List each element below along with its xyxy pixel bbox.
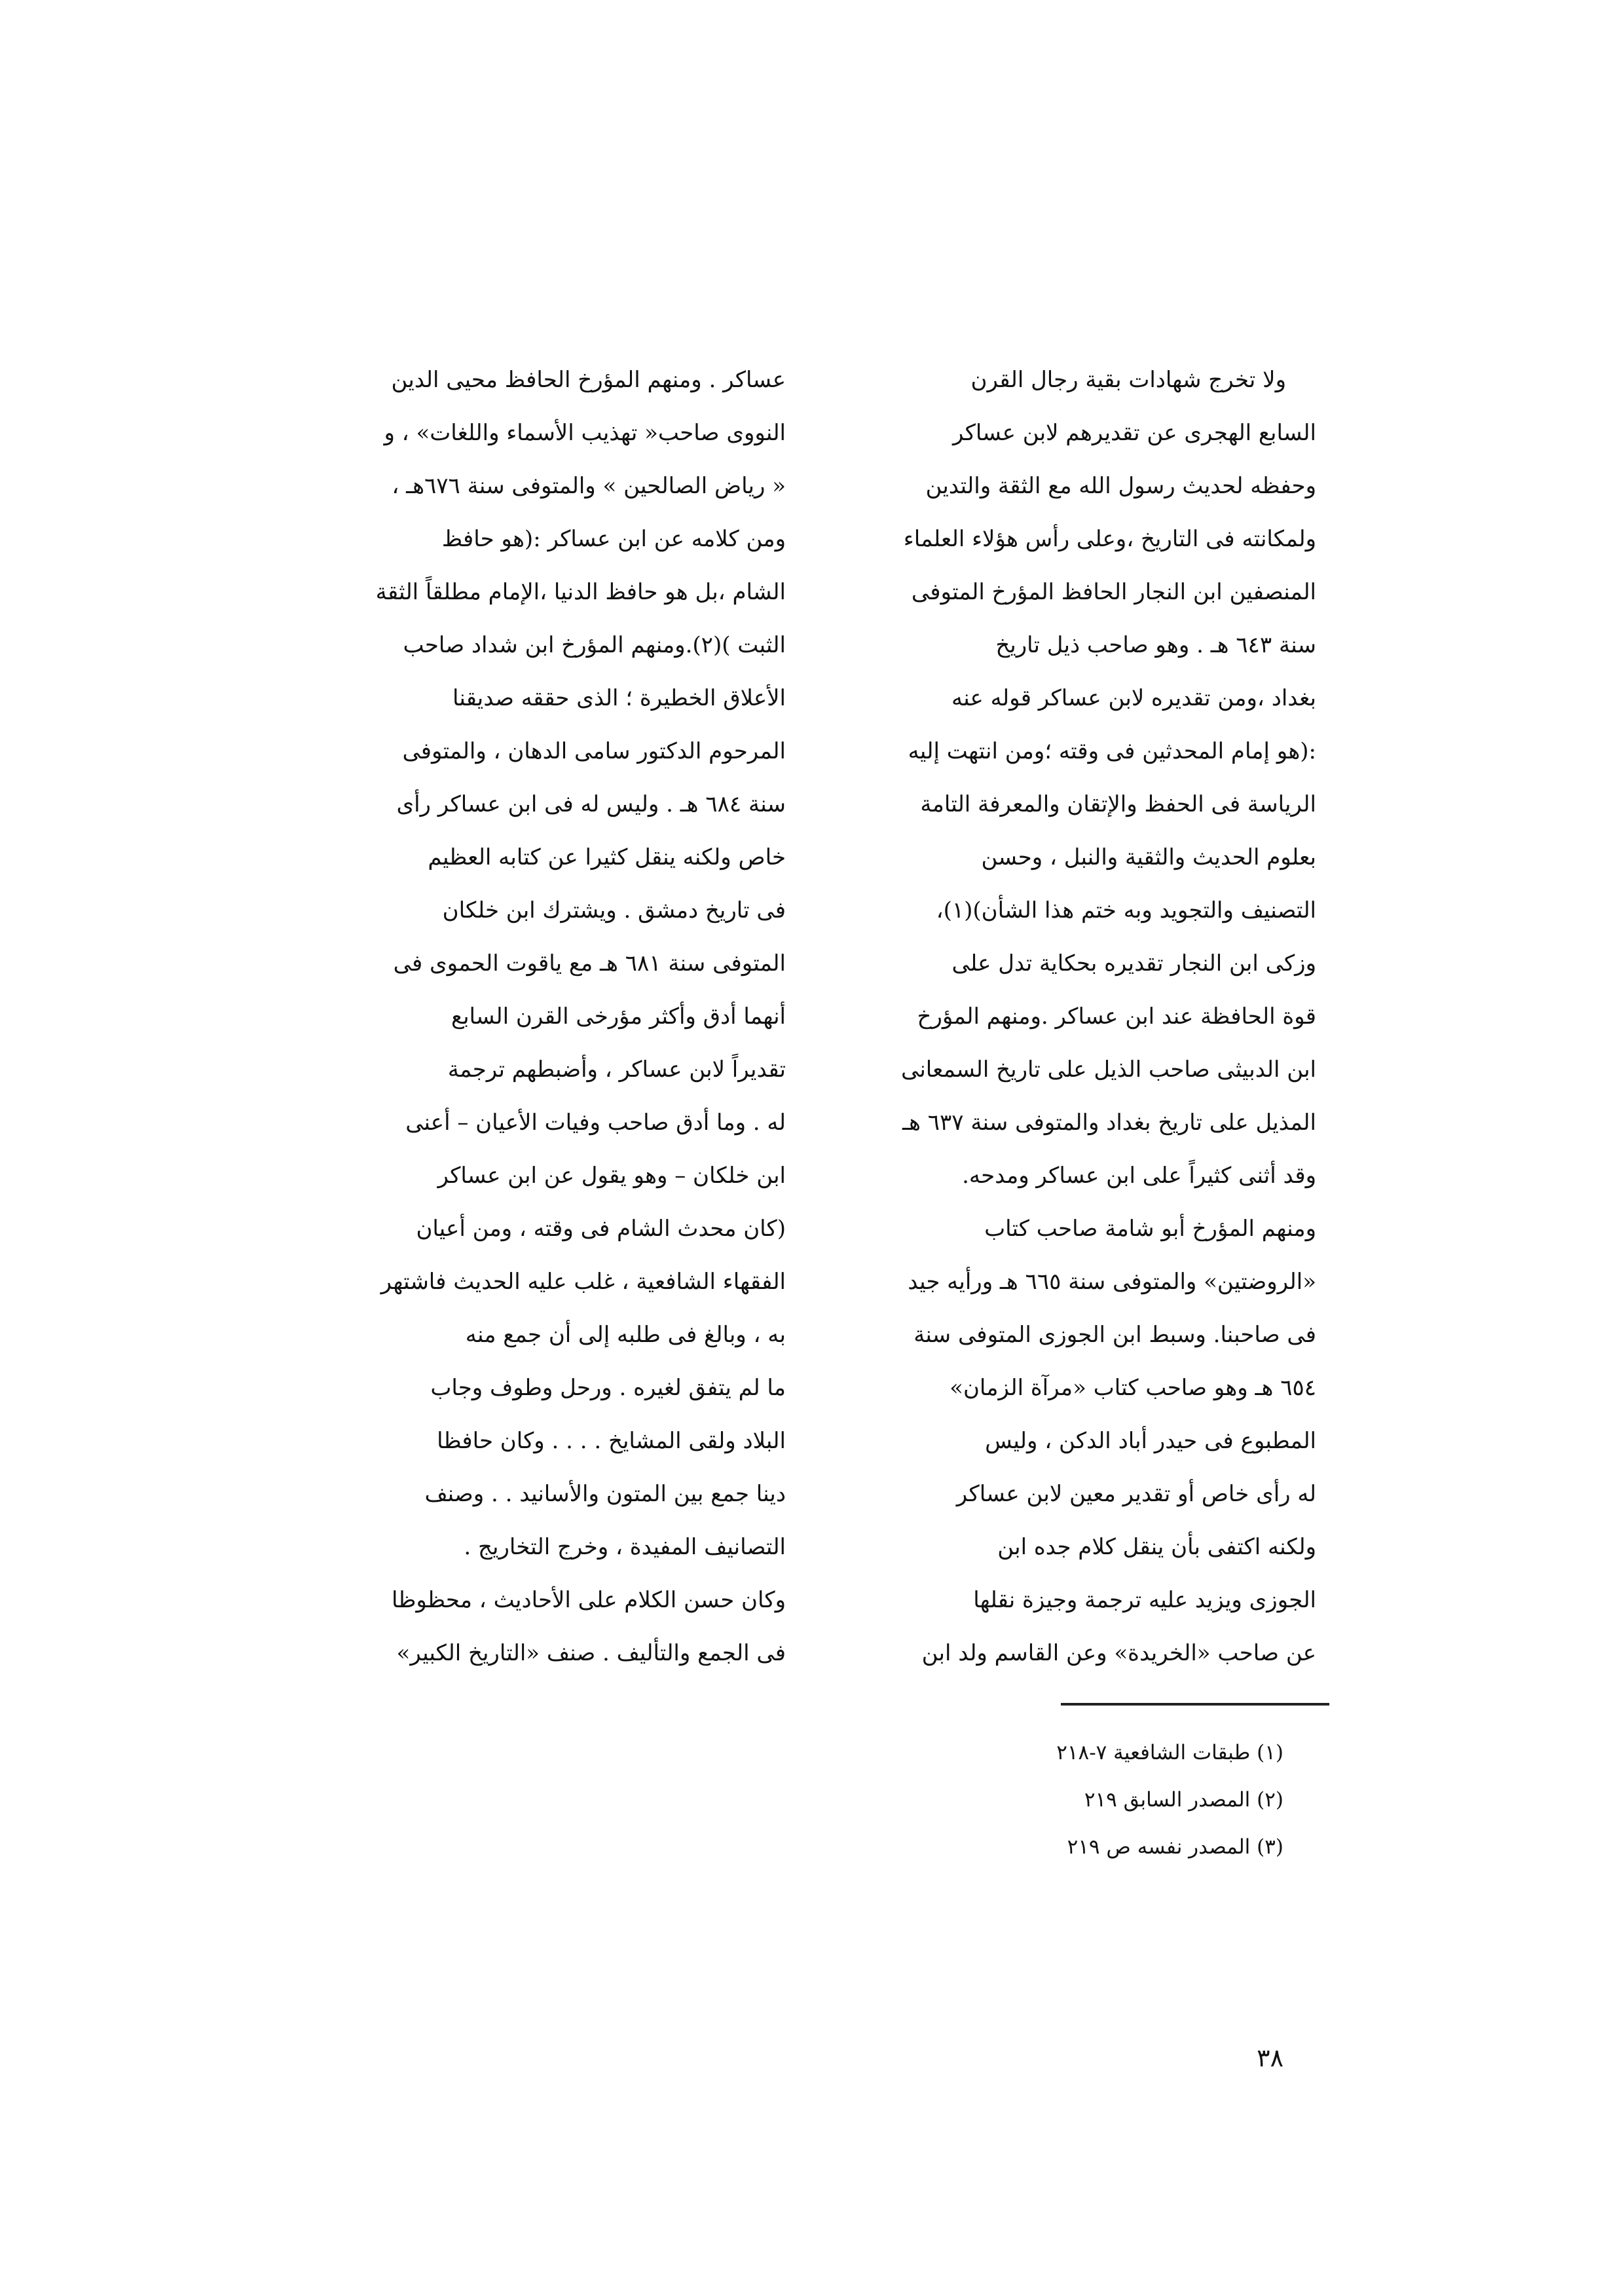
text-line: ولمكانته فى التاريخ ،وعلى رأس هؤلاء العلماء (903, 526, 1316, 552)
text-line: ابن الدبيثى صاحب الذيل على تاريخ السمعانى (901, 1056, 1316, 1083)
text-line: فى الجمع والتأليف . صنف «التاريخ الكبير» (396, 1640, 786, 1666)
text-line: له رأى خاص أو تقدير معين لابن عساكر (956, 1481, 1316, 1507)
text-line: سنة ٦٤٣ هـ . وهو صاحب ذيل تاريخ (995, 632, 1316, 658)
text-line: عن صاحب «الخريدة» وعن القاسم ولد ابن (921, 1640, 1316, 1666)
text-line: :(هو إمام المحدثين فى وقته ؛ومن انتهت إليه (908, 738, 1316, 764)
text-line: له . وما أدق صاحب وفيات الأعيان – أعنى (405, 1110, 786, 1136)
text-line: الجوزى ويزيد عليه ترجمة وجيزة نقلها (973, 1587, 1316, 1613)
text-line: الأعلاق الخطيرة ؛ الذى حققه صديقنا (452, 685, 786, 711)
text-line: بغداد ،ومن تقديره لابن عساكر قوله عنه (951, 685, 1316, 711)
text-line: ابن خلكان – وهو يقول عن ابن عساكر (437, 1163, 786, 1189)
text-line: وزكى ابن النجار تقديره بحكاية تدل على (951, 950, 1316, 977)
footnote-divider (1061, 1703, 1329, 1706)
text-line: خاص ولكنه ينقل كثيرا عن كتابه العظيم (428, 844, 786, 870)
text-line: أنهما أدق وأكثر مؤرخى القرن السابع (451, 1003, 786, 1030)
text-line: المرحوم الدكتور سامى الدهان ، والمتوفى (402, 738, 786, 764)
text-line: الفقهاء الشافعية ، غلب عليه الحديث فاشتهر (380, 1269, 786, 1295)
text-line: المذيل على تاريخ بغداد والمتوفى سنة ٦٣٧ هـ (902, 1110, 1316, 1136)
footnote: (٢) المصدر السابق ٢١٩ (1084, 1788, 1283, 1812)
text-line: سنة ٦٨٤ هـ . وليس له فى ابن عساكر رأى (396, 791, 786, 817)
text-line: «الروضتين» والمتوفى سنة ٦٦٥ هـ ورأيه جيد (908, 1269, 1316, 1295)
right-text-column (845, 354, 1316, 1680)
text-line: ولا تخرج شهادات بقية رجال القرن (970, 367, 1286, 393)
text-line: وكان حسن الكلام على الأحاديث ، محظوظا (391, 1587, 786, 1613)
text-line: التصنيف والتجويد وبه ختم هذا الشأن)(١)، (936, 897, 1316, 924)
text-line: « رياض الصالحين » والمتوفى سنة ٦٧٦هـ ، (392, 473, 786, 499)
text-line: ما لم يتفق لغيره . ورحل وطوف وجاب (430, 1375, 786, 1401)
text-line: الرياسة فى الحفظ والإتقان والمعرفة التامة (920, 791, 1316, 817)
text-line: النووى صاحب« تهذيب الأسماء واللغات» ، و (384, 420, 786, 446)
text-line: السابع الهجرى عن تقديرهم لابن عساكر (952, 420, 1316, 446)
page-number: ٣٨ (1257, 2043, 1283, 2072)
text-line: فى صاحبنا. وسبط ابن الجوزى المتوفى سنة (913, 1322, 1316, 1348)
text-line: البلاد ولقى المشايخ . . . . وكان حافظا (437, 1428, 786, 1454)
text-line: (كان محدث الشام فى وقته ، ومن أعيان (416, 1216, 786, 1242)
text-line: الشام ،بل هو حافظ الدنيا ،الإمام مطلقاً الثقة (375, 579, 786, 605)
text-line: قوة الحافظة عند ابن عساكر .ومنهم المؤرخ (917, 1003, 1316, 1030)
text-line: التصانيف المفيدة ، وخرج التخاريج . (464, 1534, 786, 1560)
text-line: عساكر . ومنهم المؤرخ الحافظ محيى الدين (391, 367, 786, 393)
text-line: وقد أثنى كثيراً على ابن عساكر ومدحه. (962, 1163, 1316, 1189)
text-line: المطبوع فى حيدر أباد الدكن ، وليس (985, 1428, 1316, 1454)
text-line: فى تاريخ دمشق . ويشترك ابن خلكان (442, 897, 786, 924)
text-line: تقديراً لابن عساكر ، وأضبطهم ترجمة (447, 1056, 786, 1083)
left-text-column (314, 354, 786, 1680)
text-line: المنصفين ابن النجار الحافظ المؤرخ المتوفى (911, 579, 1316, 605)
text-line: ولكنه اكتفى بأن ينقل كلام جده ابن (997, 1534, 1316, 1560)
text-line: بعلوم الحديث والثقية والنبل ، وحسن (981, 844, 1316, 870)
text-line: ومنهم المؤرخ أبو شامة صاحب كتاب (984, 1216, 1316, 1242)
text-line: دينا جمع بين المتون والأسانيد . . وصنف (424, 1481, 786, 1507)
footnote: (١) طبقات الشافعية ٧-٢١٨ (1056, 1741, 1283, 1764)
text-line: ٦٥٤ هـ وهو صاحب كتاب «مرآة الزمان» (950, 1375, 1316, 1401)
text-line: الثبت )(٢).ومنهم المؤرخ ابن شداد صاحب (403, 632, 786, 658)
text-line: به ، وبالغ فى طلبه إلى أن جمع منه (465, 1322, 786, 1348)
text-line: وحفظه لحديث رسول الله مع الثقة والتدين (925, 473, 1316, 499)
footnote: (٣) المصدر نفسه ص ٢١٩ (1067, 1835, 1283, 1859)
text-line: ومن كلامه عن ابن عساكر :(هو حافظ (441, 526, 786, 552)
footnotes (969, 1729, 1283, 1871)
text-line: المتوفى سنة ٦٨١ هـ مع ياقوت الحموى فى (393, 950, 786, 977)
